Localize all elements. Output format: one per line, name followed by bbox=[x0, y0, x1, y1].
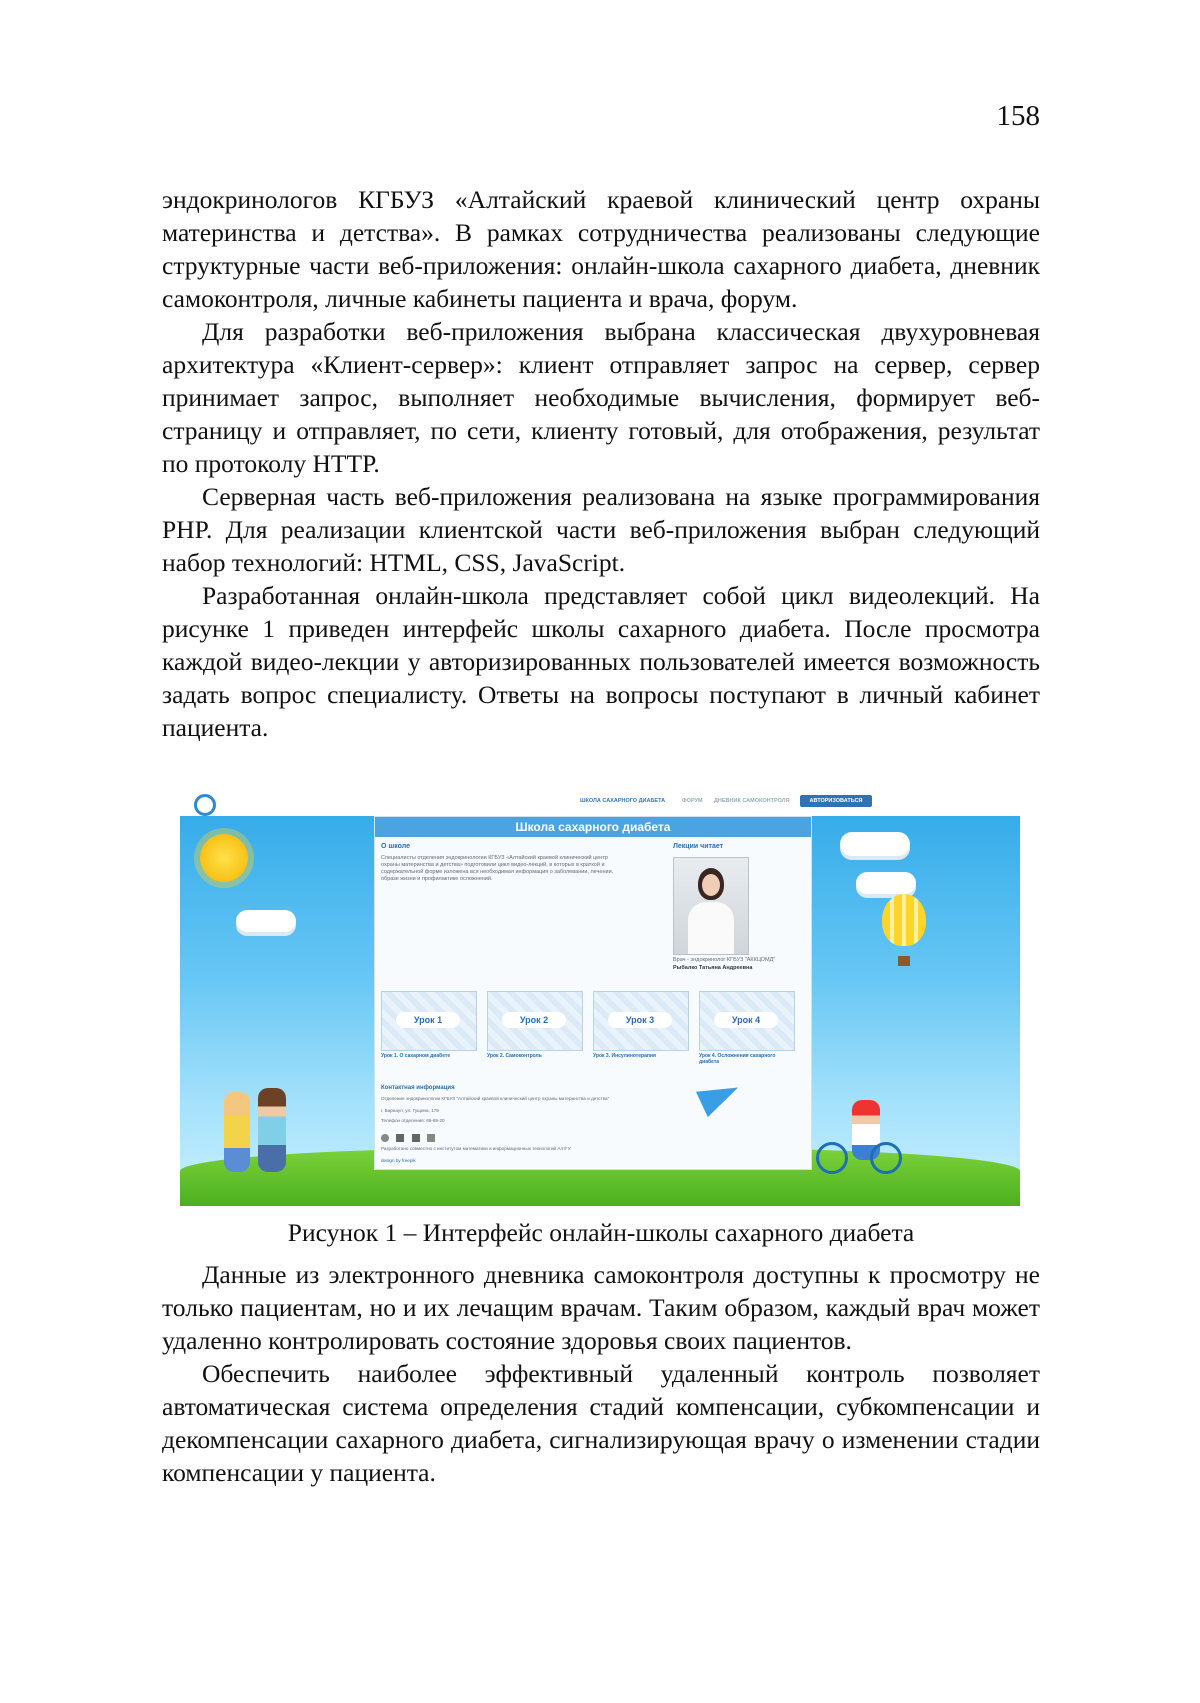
lesson-card[interactable] bbox=[593, 991, 689, 1051]
lecturer-photo bbox=[673, 857, 749, 955]
lesson-caption[interactable]: Урок 4. Осложнения сахарного диабета bbox=[699, 1053, 776, 1065]
lesson-card[interactable] bbox=[381, 991, 477, 1051]
paragraph: эндокринологов КГБУЗ «Алтайский краевой клинический центр охраны материнства и детства». В рамках сотрудничества реализованы следующие структурные части веб-приложения: онлайн-школа сахарного диабета, дневник самоконтроля, личные кабинеты пациента и врача, форум. bbox=[162, 185, 1040, 313]
nav-link-diary[interactable]: ДНЕВНИК САМОКОНТРОЛЯ bbox=[714, 798, 790, 804]
cloud-icon bbox=[856, 872, 916, 894]
boy-illustration bbox=[258, 1088, 286, 1172]
site-header bbox=[180, 792, 1020, 816]
lecturer-name: Рыбалко Татьяна Андреевна bbox=[673, 965, 753, 971]
contacts-line: Отделение эндокринологии КГБУЗ "Алтайский краевой клинический центр охраны материнства и детства" bbox=[381, 1096, 610, 1101]
login-button[interactable]: АВТОРИЗОВАТЬСЯ bbox=[800, 795, 872, 807]
content-panel bbox=[374, 816, 812, 1170]
social-icon[interactable] bbox=[427, 1134, 435, 1142]
lesson-badge: Урок 2 bbox=[502, 1012, 566, 1028]
social-icon[interactable] bbox=[396, 1134, 404, 1142]
paragraph: Для разработки веб-приложения выбрана классическая двухуровневая архитектура «Клиент-сервер»: клиент отправляет запрос на сервер, сервер принимает запрос, выполняет необходимые вычисления, формирует веб-страницу и отправляет, по сети, клиенту готовый, для отображения, результат по протоколу HTTP. bbox=[162, 317, 1040, 478]
lecturer-role: Врач - эндокринолог КГБУЗ "АККЦОМД" bbox=[673, 957, 776, 963]
lesson-caption[interactable]: Урок 1. О сахарном диабете bbox=[381, 1053, 451, 1059]
body-text-bottom bbox=[162, 1258, 1040, 1489]
lesson-card[interactable] bbox=[487, 991, 583, 1051]
logo-icon bbox=[194, 794, 216, 816]
nav-link-school[interactable]: ШКОЛА САХАРНОГО ДИАБЕТА bbox=[580, 798, 666, 804]
figure-caption: Рисунок 1 – Интерфейс онлайн-школы сахарного диабета bbox=[287, 1218, 915, 1247]
lesson-caption[interactable]: Урок 2. Самоконтроль bbox=[487, 1053, 542, 1059]
bicycle-wheel-icon bbox=[816, 1142, 848, 1174]
paragraph: Данные из электронного дневника самоконтроля доступны к просмотру не только пациентам, но и их лечащим врачам. Таким образом, каждый врач может удаленно контролировать состояние здоровья своих пациентов. bbox=[162, 1260, 1040, 1355]
social-icon[interactable] bbox=[381, 1134, 389, 1142]
nav-link-forum[interactable]: ФОРУМ bbox=[682, 798, 703, 804]
lecturer-heading: Лекции читает bbox=[673, 843, 724, 850]
paragraph: Серверная часть веб-приложения реализована на языке программирования PHP. Для реализации клиентской части веб-приложения выбран следующий набор технологий: HTML, CSS, JavaScript. bbox=[162, 482, 1040, 577]
contacts-line: г. Барнаул, ул. Гущина, 179 bbox=[381, 1108, 439, 1113]
lesson-card[interactable] bbox=[699, 991, 795, 1051]
paragraph: Обеспечить наиболее эффективный удаленный контроль позволяет автоматическая система определения стадий компенсации, субкомпенсации и декомпенсации сахарного диабета, сигнализирующая врачу о изменении стадии компенсации у пациента. bbox=[162, 1359, 1040, 1487]
cloud-icon bbox=[236, 910, 296, 932]
lesson-badge: Урок 1 bbox=[396, 1012, 460, 1028]
balloon-basket-icon bbox=[898, 956, 910, 966]
social-icon[interactable] bbox=[412, 1134, 420, 1142]
lesson-badge: Урок 4 bbox=[714, 1012, 778, 1028]
paragraph: Разработанная онлайн-школа представляет собой цикл видеолекций. На рисунке 1 приведен интерфейс школы сахарного диабета. После просмотра каждой видео-лекции у авторизированных пользователей имеется возможность задать вопрос специалисту. Ответы на вопросы поступают в личный кабинет пациента. bbox=[162, 581, 1040, 742]
contacts-line: Телефон отделения: 66-69-20 bbox=[381, 1118, 445, 1123]
about-text: Специалисты отделения эндокринологии КГБУЗ «Алтайский краевой клинический центр охраны материнства и детства» подготовили цикл видео-лекций, в которых в краткой и содержательной форме изложена вся необходимая информация о заболевании, лечении, образе жизни и профилактике осложнений. bbox=[381, 855, 614, 882]
cloud-icon bbox=[840, 832, 910, 856]
contacts-heading: Контактная информация bbox=[381, 1085, 455, 1091]
design-credit-link[interactable]: design by freepik bbox=[381, 1158, 416, 1163]
bicycle-wheel-icon bbox=[870, 1142, 902, 1174]
sun-icon bbox=[200, 834, 248, 882]
body-text-top bbox=[162, 183, 1040, 744]
balloon-icon bbox=[882, 894, 926, 946]
lesson-caption[interactable]: Урок 3. Инсулинотерапия bbox=[593, 1053, 656, 1059]
developed-by-text: Разработано совместно с институтом математики и информационных технологий АлтГУ bbox=[381, 1146, 571, 1151]
figure-screenshot bbox=[180, 792, 1020, 1206]
panel-title: Школа сахарного диабета bbox=[375, 817, 811, 837]
lesson-badge: Урок 3 bbox=[608, 1012, 672, 1028]
page-number: 158 bbox=[996, 100, 1040, 132]
girl-illustration bbox=[224, 1092, 250, 1172]
about-heading: О школе bbox=[381, 843, 410, 850]
